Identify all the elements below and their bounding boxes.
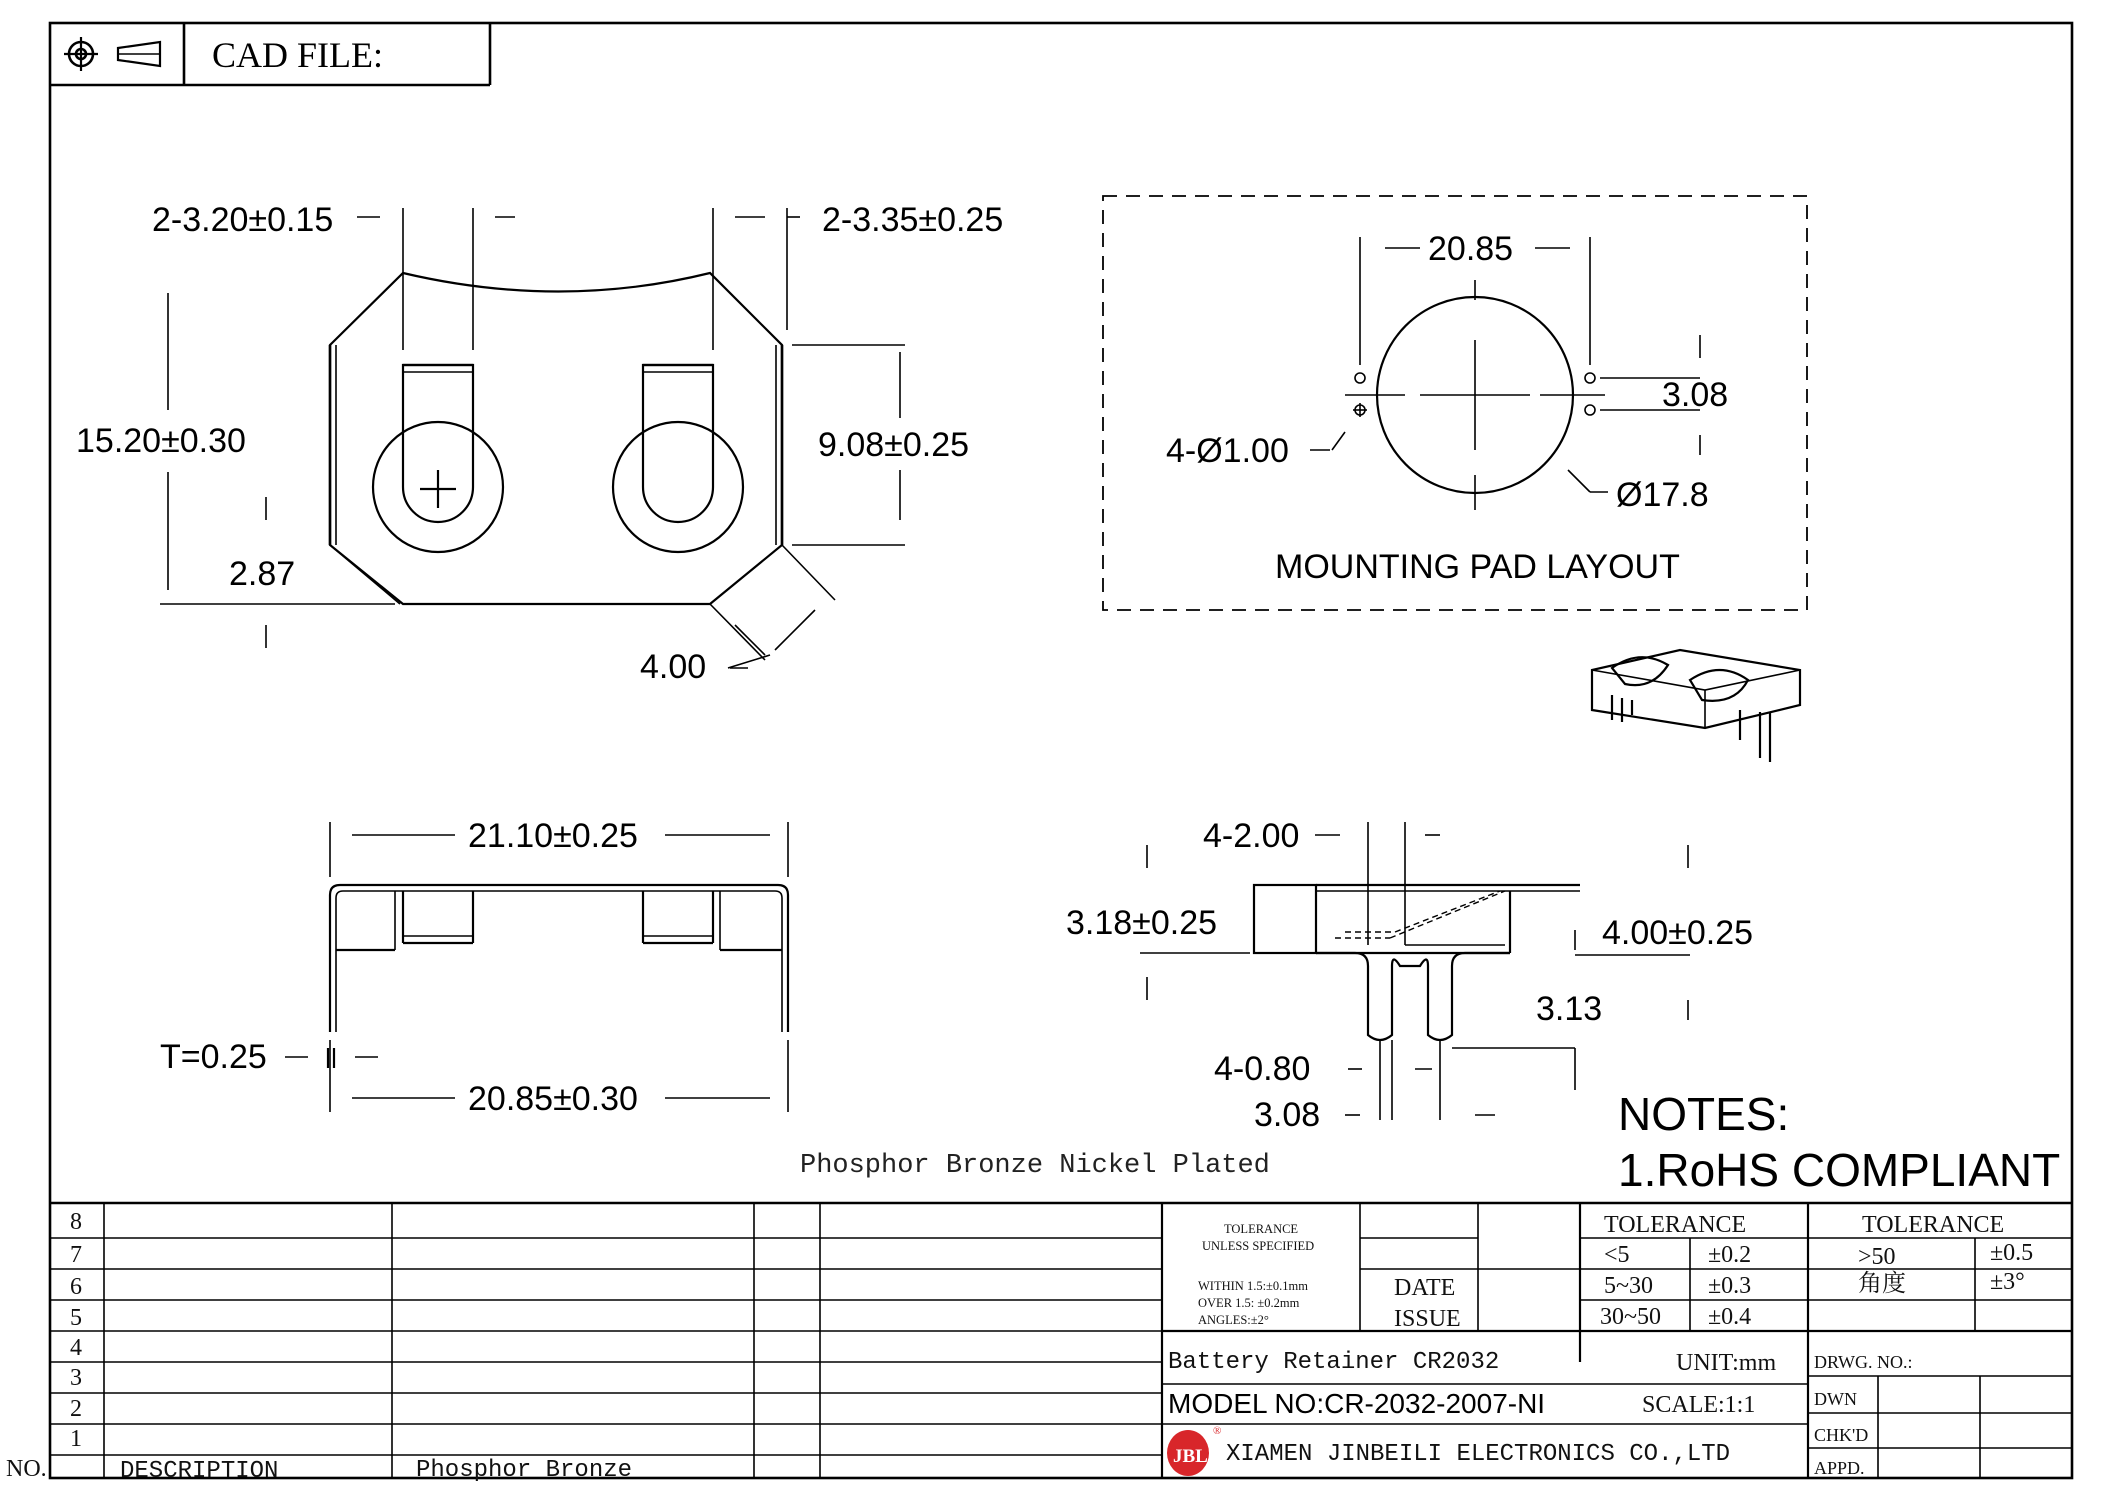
tol-range: 5~30 xyxy=(1604,1273,1653,1299)
tol-range: 角度 xyxy=(1858,1271,1906,1297)
part-name: Battery Retainer CR2032 xyxy=(1168,1349,1500,1376)
dim-chamfer-right: 4.00 xyxy=(640,648,707,686)
pad-span: 20.85 xyxy=(1428,230,1514,268)
dim-pin-width: 4-2.00 xyxy=(1203,817,1300,855)
tol-value: ±3° xyxy=(1990,1269,2025,1295)
row-number: 3 xyxy=(70,1365,82,1391)
scale-value: SCALE:1:1 xyxy=(1642,1392,1756,1418)
pad-holes: 4-Ø1.00 xyxy=(1166,432,1289,470)
row-number: 5 xyxy=(70,1305,82,1331)
drwg-no-label: DRWG. NO.: xyxy=(1814,1352,1913,1372)
dim-height-right: 4.00±0.25 xyxy=(1602,914,1754,952)
pad-layout-title: MOUNTING PAD LAYOUT xyxy=(1275,548,1680,586)
front-view xyxy=(285,822,788,1112)
appd-label: APPD. xyxy=(1814,1458,1865,1478)
description-label: DESCRIPTION xyxy=(120,1458,279,1485)
dim-pin-length: 3.13 xyxy=(1536,990,1603,1028)
notes-item-1: 1.RoHS COMPLIANT xyxy=(1618,1144,2061,1196)
tolerance-right-heading: TOLERANCE xyxy=(1862,1212,2005,1238)
issue-label: ISSUE xyxy=(1394,1306,1461,1332)
company-logo xyxy=(1167,1425,1221,1476)
notes-title: NOTES: xyxy=(1618,1088,1790,1140)
tol-range: 30~50 xyxy=(1600,1304,1661,1330)
row-number: 6 xyxy=(70,1274,82,1300)
tolerance-left-heading: TOLERANCE xyxy=(1604,1212,1747,1238)
top-view xyxy=(160,208,905,668)
tol-range: <5 xyxy=(1604,1242,1630,1268)
dim-height: 15.20±0.30 xyxy=(76,422,246,460)
row-number: 2 xyxy=(70,1396,82,1422)
cad-file-label: CAD FILE: xyxy=(212,35,383,75)
tolerance-angles: ANGLES:±2° xyxy=(1198,1313,1269,1327)
cone-icon xyxy=(118,42,160,66)
company-name: XIAMEN JINBEILI ELECTRONICS CO.,LTD xyxy=(1226,1441,1731,1468)
row-number: 7 xyxy=(70,1242,82,1268)
tol-range: >50 xyxy=(1858,1244,1896,1270)
tol-value: ±0.5 xyxy=(1990,1240,2034,1266)
dim-pin-thickness: 4-0.80 xyxy=(1214,1050,1311,1088)
dim-thickness: T=0.25 xyxy=(160,1038,267,1076)
dim-inner-height: 9.08±0.25 xyxy=(818,426,970,464)
row-number: 1 xyxy=(70,1426,82,1452)
dim-width-top: 21.10±0.25 xyxy=(468,817,638,855)
row-number: 4 xyxy=(70,1335,82,1361)
pad-pitch: 3.08 xyxy=(1662,376,1729,414)
tol-value: ±0.3 xyxy=(1708,1273,1752,1299)
unit-value: UNIT:mm xyxy=(1676,1350,1777,1376)
dim-tab-width-left: 2-3.20±0.15 xyxy=(152,201,334,239)
isometric-thumbnail xyxy=(1592,650,1800,762)
chkd-label: CHK'D xyxy=(1814,1425,1869,1445)
date-label: DATE xyxy=(1394,1275,1456,1301)
dim-pin-pitch: 3.08 xyxy=(1254,1096,1321,1134)
logo-text: JBL xyxy=(1173,1446,1208,1467)
tolerance-over: OVER 1.5: ±0.2mm xyxy=(1198,1296,1300,1310)
material-value: Phosphor Bronze xyxy=(416,1457,633,1484)
material-note: Phosphor Bronze Nickel Plated xyxy=(800,1151,1270,1181)
dim-chamfer-left: 2.87 xyxy=(229,555,296,593)
pad-circle: Ø17.8 xyxy=(1616,476,1709,514)
tol-value: ±0.2 xyxy=(1708,1242,1752,1268)
target-icon xyxy=(64,37,98,71)
dim-width-bottom: 20.85±0.30 xyxy=(468,1080,638,1118)
title-block xyxy=(50,1203,2072,1478)
drawing-border xyxy=(50,23,2072,1478)
dim-height-left: 3.18±0.25 xyxy=(1066,904,1218,942)
dim-tab-width-right: 2-3.35±0.25 xyxy=(822,201,1004,239)
tolerance-within: WITHIN 1.5:±0.1mm xyxy=(1198,1279,1308,1293)
row-number: 8 xyxy=(70,1209,82,1235)
unless-specified: UNLESS SPECIFIED xyxy=(1202,1239,1315,1253)
no-label: NO. xyxy=(6,1456,47,1482)
dwn-label: DWN xyxy=(1814,1389,1857,1409)
tolerance-heading-small: TOLERANCE xyxy=(1224,1222,1299,1236)
logo-mark: ® xyxy=(1213,1425,1222,1437)
model-number: MODEL NO:CR-2032-2007-NI xyxy=(1168,1388,1546,1419)
tol-value: ±0.4 xyxy=(1708,1304,1752,1330)
